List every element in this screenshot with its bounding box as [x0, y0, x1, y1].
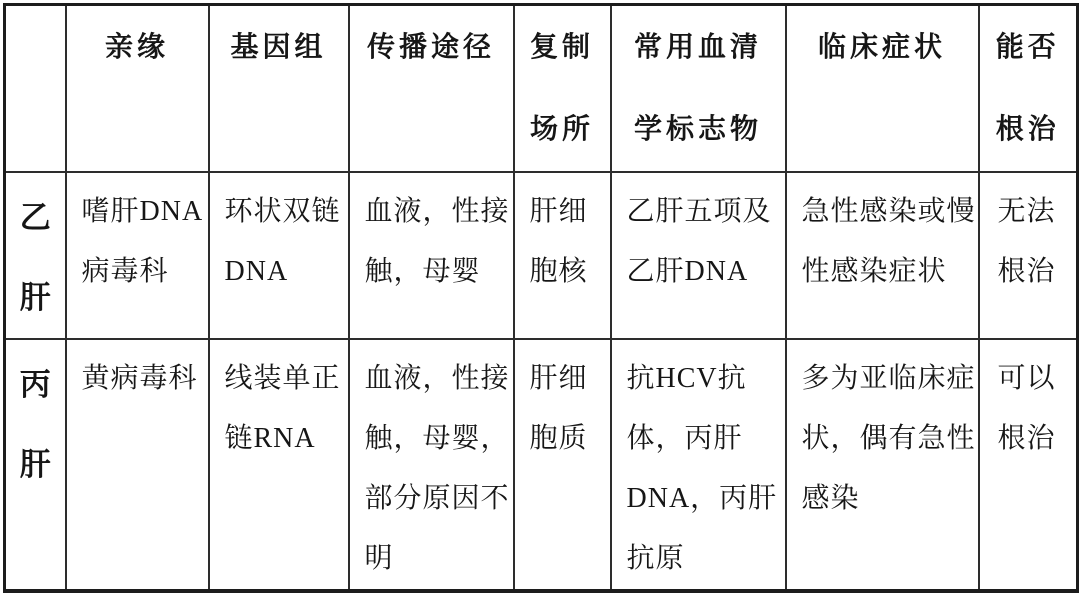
header-line: 根治 [995, 114, 1060, 145]
cell-r0-c5 [786, 172, 979, 339]
cell-line: 可以 [997, 363, 1056, 394]
cell-line: DNA [224, 256, 289, 287]
header-line: 能否 [995, 32, 1060, 63]
header-row [5, 5, 1078, 173]
cell-line: 抗HCV抗 [626, 363, 747, 394]
cell-line: 乙肝五项及 [626, 196, 772, 227]
cell-line: 急性感染或慢 [801, 196, 976, 227]
header-line: 常用血清 [633, 32, 762, 63]
row-label-0 [5, 172, 66, 339]
cell-line: 胞质 [529, 423, 588, 454]
row-label-line: 肝 [19, 447, 51, 482]
column-header-7 [979, 5, 1078, 173]
cell-line: 根治 [997, 423, 1056, 454]
cell-line: 无法 [997, 196, 1056, 227]
cell-line: DNA，丙肝 [626, 483, 778, 514]
cell-line: 肝细 [529, 363, 588, 394]
cell-line: 肝细 [529, 196, 588, 227]
cell-r0-c2 [349, 172, 514, 339]
cell-line: 胞核 [529, 256, 588, 287]
header-line: 基因组 [230, 32, 327, 63]
column-header-1 [66, 5, 209, 173]
header-line: 亲缘 [104, 32, 169, 63]
table-container [3, 3, 1079, 593]
cell-r0-c1 [209, 172, 349, 339]
cell-r1-c1 [209, 339, 349, 591]
cell-line: 根治 [997, 256, 1056, 287]
column-header-5 [611, 5, 786, 173]
hepatitis-comparison-table [3, 3, 1079, 593]
header-line: 学标志物 [633, 114, 762, 145]
corner-cell [5, 5, 66, 173]
cell-line: 病毒科 [81, 256, 169, 287]
column-header-4 [514, 5, 611, 173]
column-header-3 [349, 5, 514, 173]
cell-r0-c0 [66, 172, 209, 339]
row-label-line: 丙 [19, 367, 51, 402]
column-header-2 [209, 5, 349, 173]
cell-line: 乙肝DNA [626, 256, 749, 287]
column-header-6 [786, 5, 979, 173]
row-label-line: 乙 [19, 200, 51, 235]
cell-r1-c6 [979, 339, 1078, 591]
cell-line: 链RNA [224, 423, 316, 454]
cell-r1-c0 [66, 339, 209, 591]
header-line: 复制 [529, 32, 594, 63]
cell-line: 多为亚临床症 [801, 363, 976, 394]
cell-line: 体，丙肝 [626, 423, 743, 454]
cell-r0-c3 [514, 172, 611, 339]
cell-r1-c2 [349, 339, 514, 591]
cell-line: 状，偶有急性 [801, 423, 976, 454]
cell-line: 线装单正 [224, 363, 341, 394]
cell-line: 明 [364, 543, 394, 574]
cell-line: 触，母婴 [364, 256, 481, 287]
row-label-1 [5, 339, 66, 591]
cell-line: 血液，性接 [364, 196, 510, 227]
cell-r0-c4 [611, 172, 786, 339]
cell-r0-c6 [979, 172, 1078, 339]
header-line: 临床症状 [817, 32, 946, 63]
row-label-line: 肝 [19, 280, 51, 315]
cell-line: 抗原 [626, 543, 685, 574]
cell-line: 感染 [801, 483, 860, 514]
cell-line: 血液，性接 [364, 363, 510, 394]
cell-line: 触，母婴， [364, 423, 510, 454]
cell-line: 性感染症状 [801, 256, 947, 287]
header-line: 传播途径 [366, 32, 495, 63]
cell-r1-c3 [514, 339, 611, 591]
cell-line: 黄病毒科 [81, 363, 198, 394]
header-line: 场所 [529, 114, 594, 145]
cell-r1-c5 [786, 339, 979, 591]
cell-line: 嗜肝DNA [81, 196, 204, 227]
cell-r1-c4 [611, 339, 786, 591]
table-row [5, 172, 1078, 339]
table-row [5, 339, 1078, 591]
cell-line: 部分原因不 [364, 483, 510, 514]
cell-line: 环状双链 [224, 196, 341, 227]
